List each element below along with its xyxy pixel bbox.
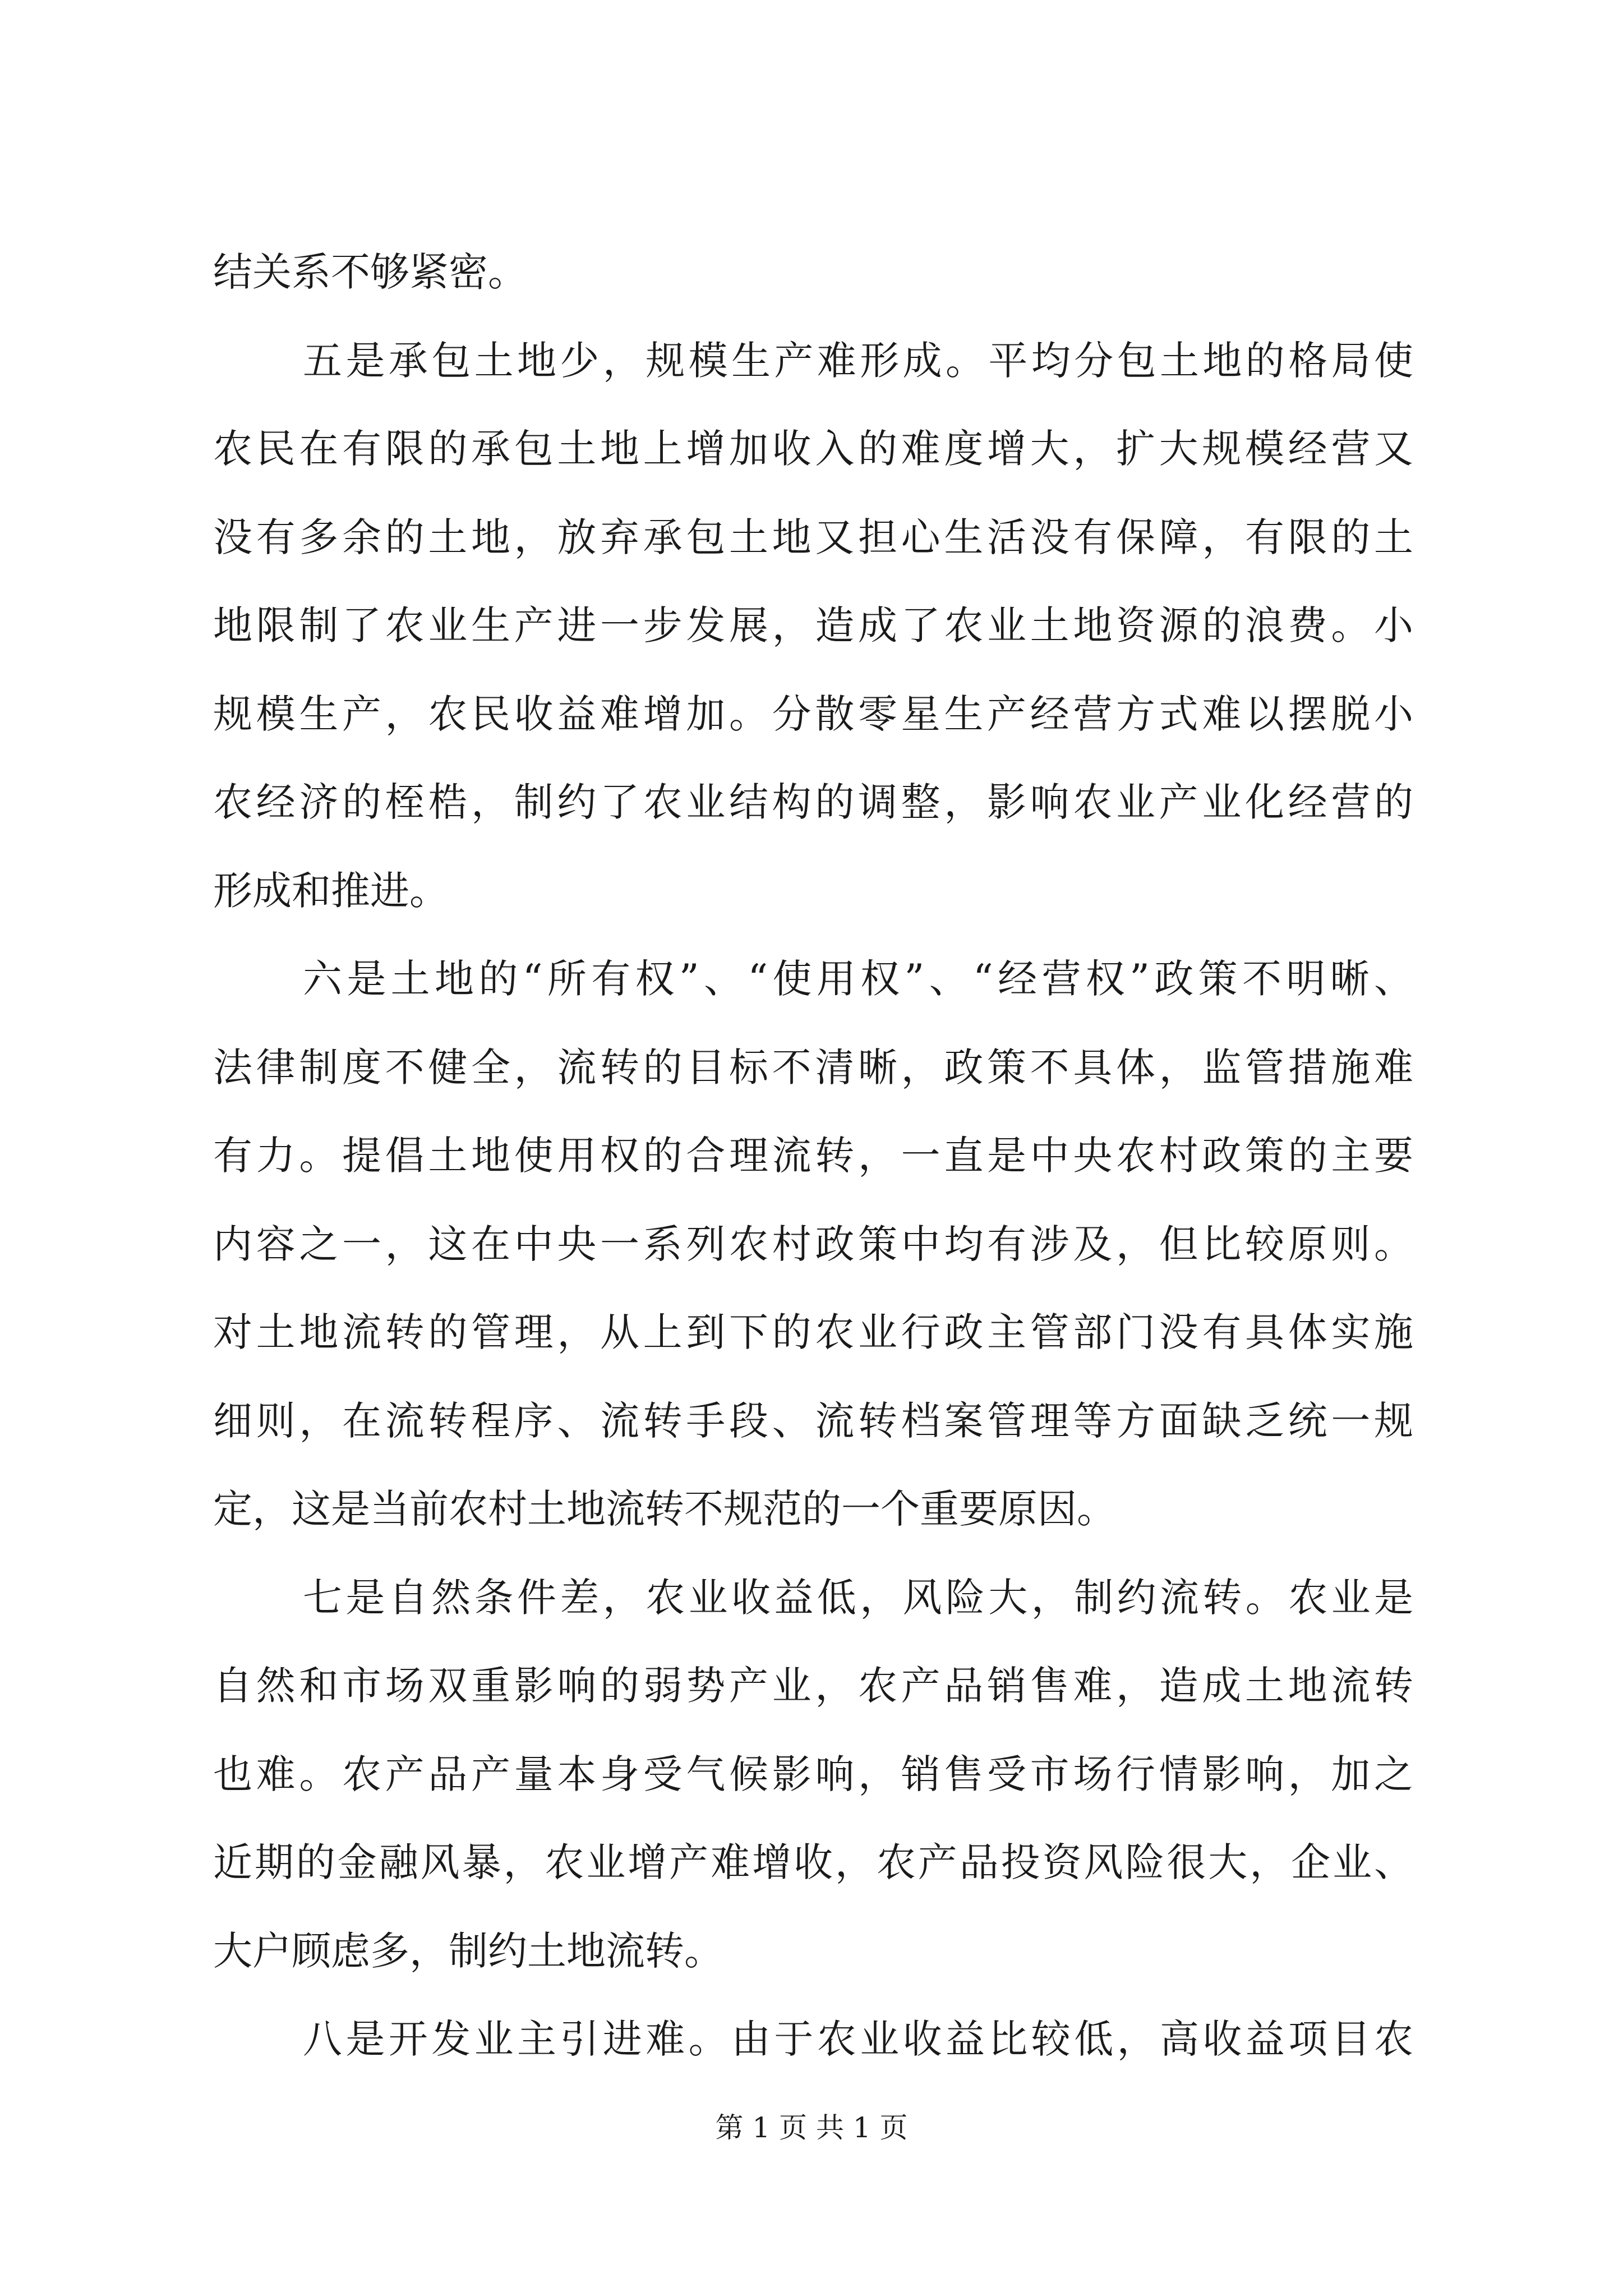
text-line: 定，这是当前农村土地流转不规范的一个重要原因。	[213, 1486, 1116, 1532]
text-line: 结关系不够紧密。	[213, 249, 527, 295]
text-line: 六是土地的“所有权”、“使用权”、“经营权”政策不明晰、	[303, 956, 1413, 1002]
text-line: 五是承包土地少，规模生产难形成。平均分包土地的格局使	[303, 338, 1413, 384]
text-line: 对土地流转的管理，从上到下的农业行政主管部门没有具体实施	[213, 1309, 1413, 1355]
text-line: 也难。农产品产量本身受气候影响，销售受市场行情影响，加之	[213, 1751, 1413, 1797]
text-line: 自然和市场双重影响的弱势产业，农产品销售难，造成土地流转	[213, 1663, 1413, 1709]
text-line: 形成和推进。	[213, 868, 449, 914]
text-line: 八是开发业主引进难。由于农业收益比较低，高收益项目农	[303, 2016, 1413, 2062]
page-number-footer: 第 1 页 共 1 页	[715, 2111, 908, 2144]
text-line: 近期的金融风暴，农业增产难增收，农产品投资风险很大，企业、	[213, 1839, 1413, 1885]
text-line: 有力。提倡土地使用权的合理流转，一直是中央农村政策的主要	[213, 1133, 1413, 1179]
text-line: 没有多余的土地，放弃承包土地又担心生活没有保障，有限的土	[213, 514, 1413, 560]
text-line: 大户顾虑多，制约土地流转。	[213, 1928, 723, 1974]
text-line: 法律制度不健全，流转的目标不清晰，政策不具体，监管措施难	[213, 1045, 1413, 1091]
text-line: 规模生产，农民收益难增加。分散零星生产经营方式难以摆脱小	[213, 691, 1413, 737]
text-line: 内容之一，这在中央一系列农村政策中均有涉及，但比较原则。	[213, 1221, 1413, 1267]
text-line: 农经济的桎梏，制约了农业结构的调整，影响农业产业化经营的	[213, 779, 1413, 825]
text-line: 地限制了农业生产进一步发展，造成了农业土地资源的浪费。小	[213, 602, 1413, 648]
text-line: 农民在有限的承包土地上增加收入的难度增大，扩大规模经营又	[213, 426, 1413, 472]
text-line: 细则，在流转程序、流转手段、流转档案管理等方面缺乏统一规	[213, 1398, 1413, 1444]
text-line: 七是自然条件差，农业收益低，风险大，制约流转。农业是	[303, 1575, 1413, 1621]
